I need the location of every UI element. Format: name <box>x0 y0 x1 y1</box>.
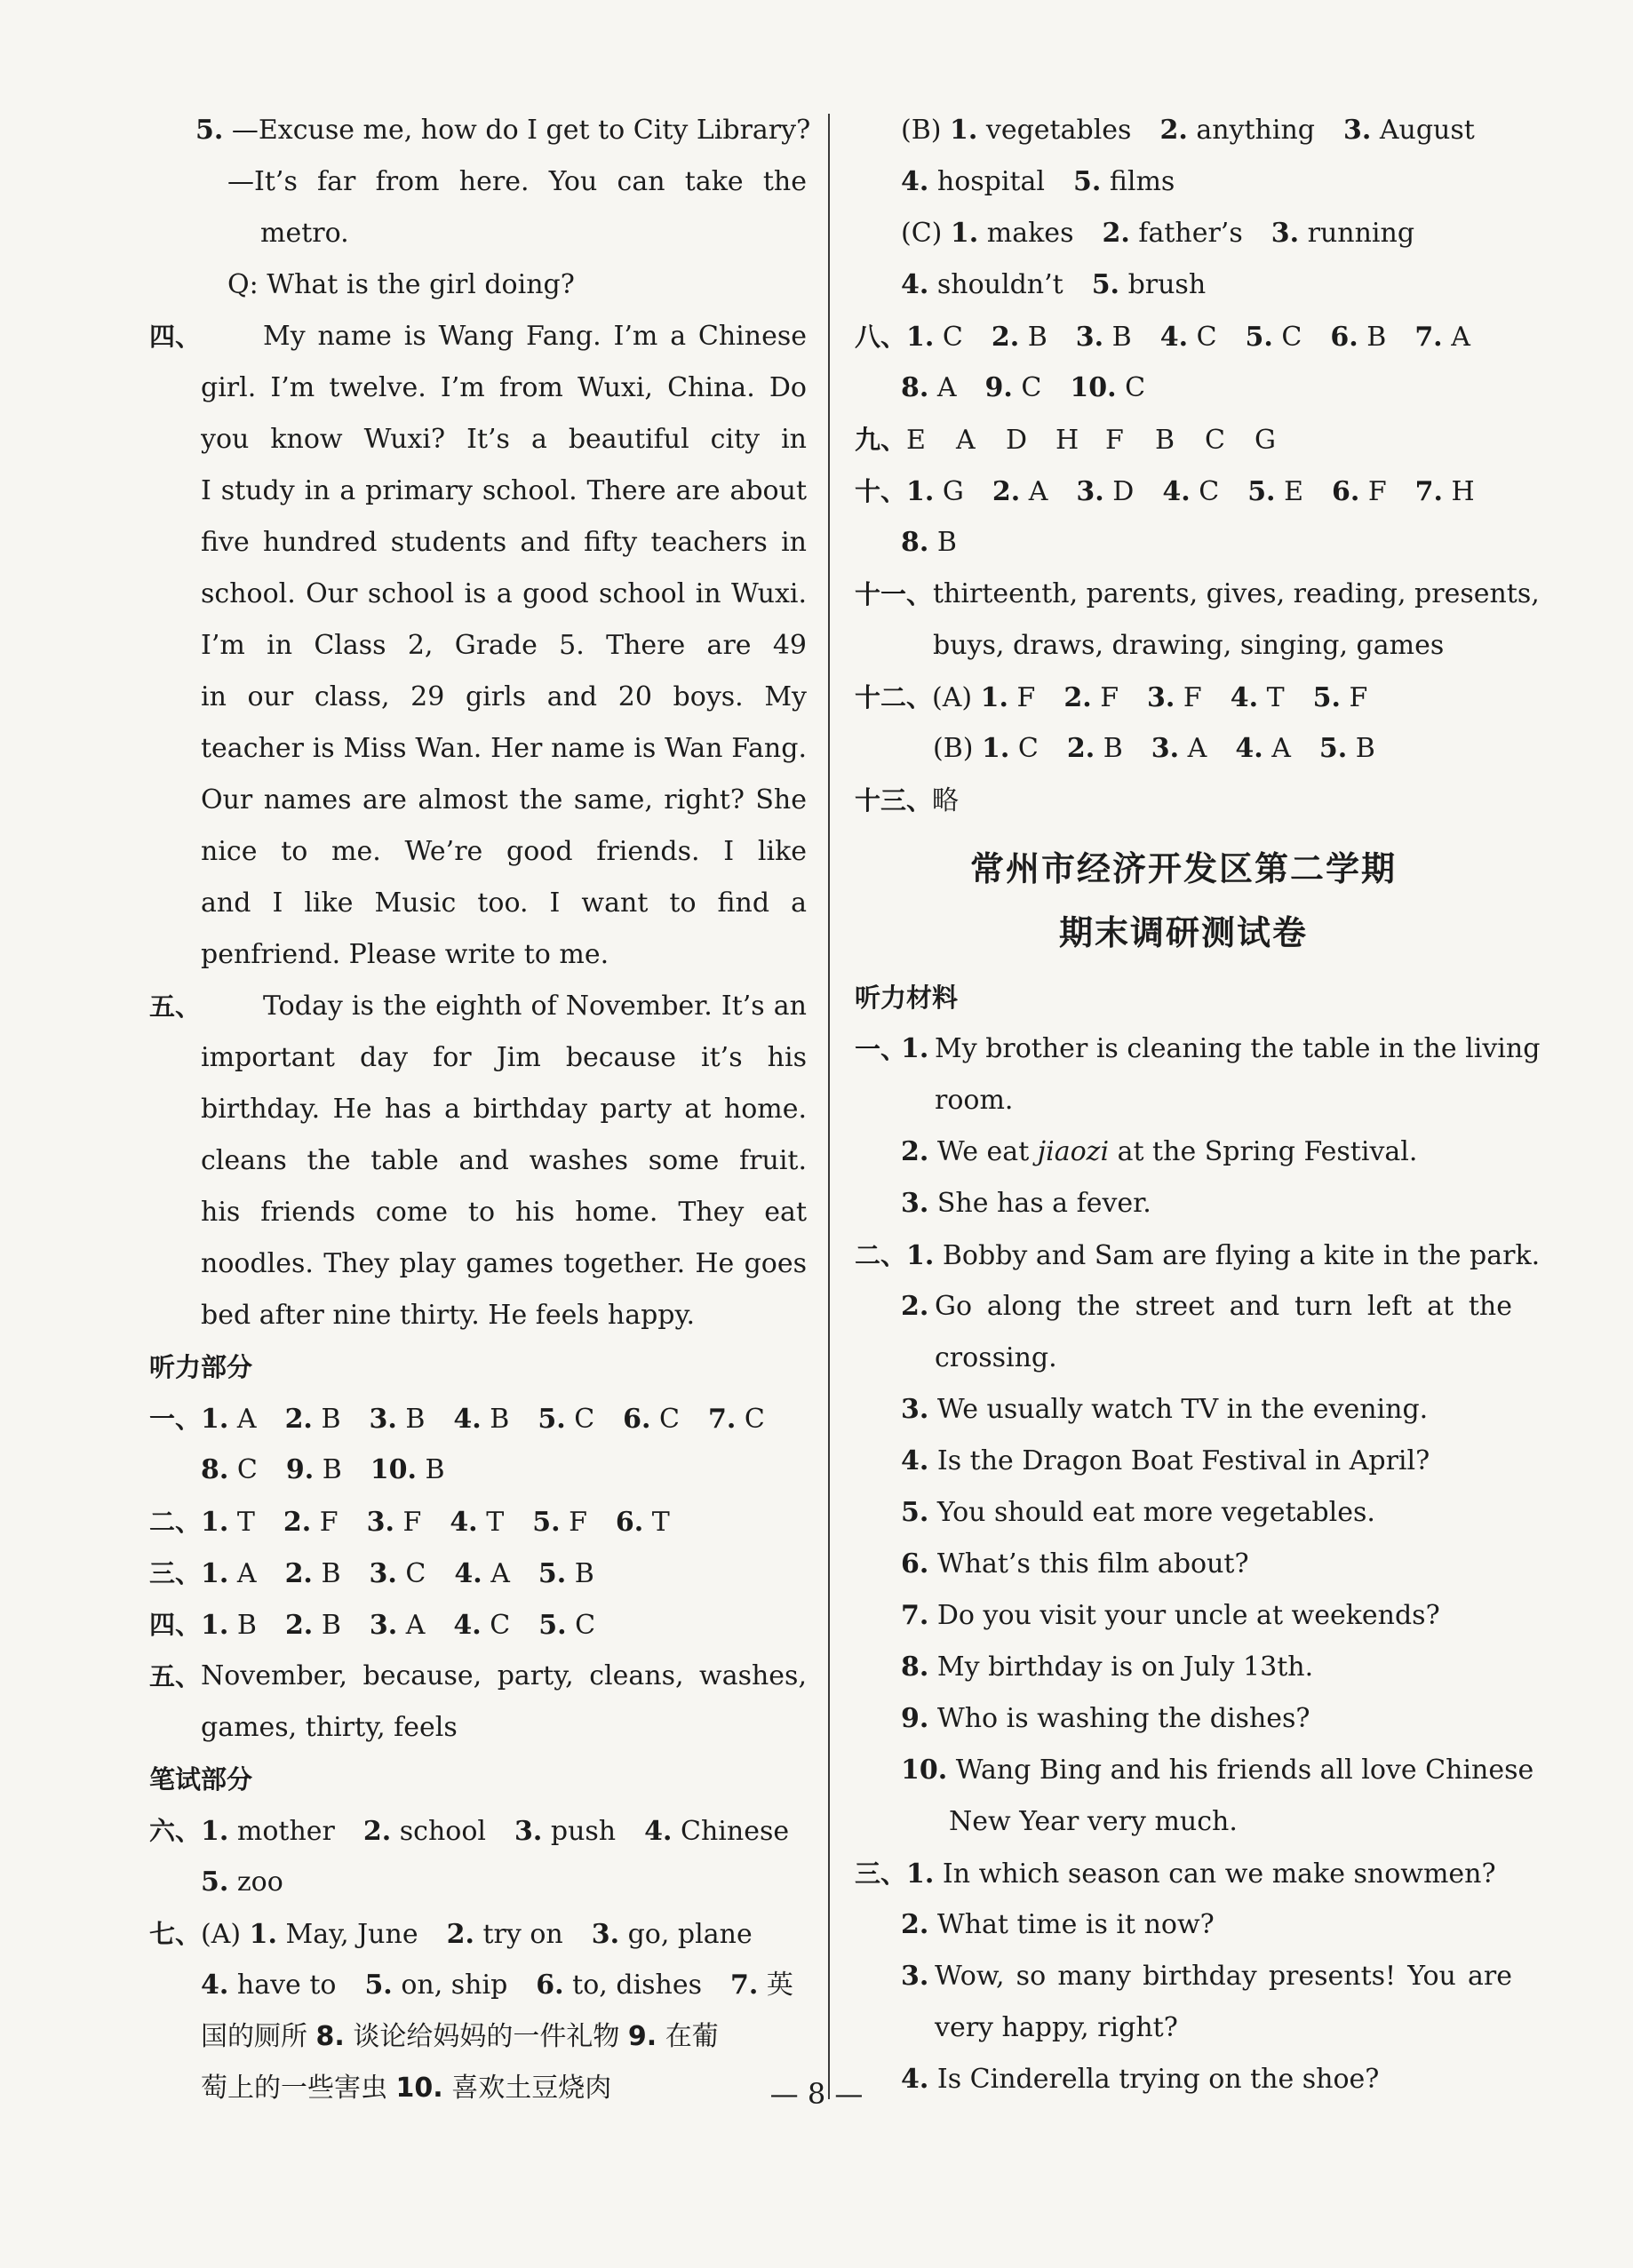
answer-row <box>855 259 1512 311</box>
answer-item: 4. C <box>1162 476 1220 507</box>
answer-row: 国的厕所 8. 谈论给妈妈的一件礼物 9. 在葡 <box>201 2021 719 2052</box>
answer-item: 7. A <box>1414 322 1470 353</box>
passage-5-line: bed after nine thirty. He feels happy. <box>201 1300 696 1331</box>
answer-item: 4. C <box>453 1610 511 1641</box>
answer-item: 6. F <box>1331 476 1387 507</box>
answer-item: 1. C <box>906 322 963 353</box>
material-item-cont: very happy, right? <box>935 2012 1178 2043</box>
answer-row: 二、1. T 2. F 3. F 4. T 5. F 6. T <box>149 1496 807 1548</box>
answer-item: 4. C <box>1159 322 1217 353</box>
answer-item: 5. brush <box>1091 269 1207 300</box>
material-heading: 听力材料 <box>855 983 959 1013</box>
passage-5-line: 五、 Today is the eighth of November. It’s an <box>149 991 807 1022</box>
answer-item: 2. school <box>362 1816 486 1847</box>
answer-item: 1. T <box>201 1507 255 1538</box>
answer-item: 2. B <box>1066 733 1123 764</box>
passage-4-line: I’m in Class 2, Grade 5. There are 49 <box>201 630 807 661</box>
answer-item: 5. C <box>538 1404 595 1435</box>
answer-row <box>855 156 1512 208</box>
passage-4-line: penfriend. Please write to me. <box>201 939 609 970</box>
material-item: 三、1. In which season can we make snowmen? <box>855 1858 1496 1890</box>
passage-4-line: teacher is Miss Wan. Her name is Wan Fang. <box>201 733 807 764</box>
passage-4-line: five hundred students and fifty teachers in <box>201 527 807 558</box>
answer-item: 7. 英 <box>730 1970 793 2001</box>
answer-item: 6. T <box>615 1507 670 1538</box>
answer-item: 1. A <box>201 1558 257 1589</box>
answer-letter: C <box>1205 425 1225 456</box>
answer-item: 3. C <box>369 1558 426 1589</box>
passage-4-line: girl. I’m twelve. I’m from Wuxi, China. Do <box>201 372 807 403</box>
material-item: 2. What time is it now? <box>901 1909 1215 1940</box>
passage-5-line: noodles. They play games together. He goes <box>201 1248 807 1279</box>
material-item: 二、1. Bobby and Sam are flying a kite in the park. <box>855 1240 1541 1271</box>
answer-item: 3. A <box>1151 733 1207 764</box>
answer-item: 1. mother <box>201 1816 335 1847</box>
answer-item: 3. push <box>514 1816 617 1847</box>
answer-row: (B) 1. vegetables 2. anything 3. August <box>855 105 1512 156</box>
answer-item: 3. F <box>1147 682 1202 713</box>
answer-row: (C) 1. makes 2. father’s 3. running <box>855 208 1512 259</box>
passage-4-line: I study in a primary school. There are about <box>201 475 807 506</box>
answer-item: 5. zoo <box>201 1866 283 1898</box>
answer-item: 5. films <box>1073 166 1175 197</box>
passage-5-line: important day for Jim because it’s his <box>201 1042 807 1073</box>
answer-item: 3. August <box>1342 115 1475 146</box>
answer-item: 3. F <box>366 1507 422 1538</box>
left-column <box>149 105 811 2114</box>
answer-item: 2. B <box>991 322 1048 353</box>
material-item: 6. What’s this film about? <box>901 1548 1249 1580</box>
answer-item: 2. anything <box>1159 115 1315 146</box>
answer-row <box>149 1444 807 1496</box>
answer-letter: F <box>1105 425 1124 456</box>
answer-item: 5. E <box>1247 476 1303 507</box>
material-item: 2. We eat jiaozi at the Spring Festival. <box>901 1136 1418 1167</box>
passage-4-line: in our class, 29 girls and 20 boys. My <box>201 681 807 712</box>
answer-item: 5. B <box>1318 733 1375 764</box>
answer-item: 5. C <box>1245 322 1302 353</box>
material-item: 一、 1. My brother is cleaning the table in the living <box>855 1033 1541 1064</box>
answer-item: 7. H <box>1414 476 1475 507</box>
answer-item: 5. F <box>532 1507 587 1538</box>
answer-row <box>855 362 1512 414</box>
answer-item: 5. on, ship <box>364 1970 508 2001</box>
answer-item: 6. to, dishes <box>536 1970 703 2001</box>
answer-item: 3. A <box>369 1610 426 1641</box>
answer-item: 2. F <box>283 1507 339 1538</box>
answer-row: (B) 1. C 2. B 3. A 4. A 5. B <box>855 723 1512 775</box>
answer-item: 10. C <box>1070 372 1146 403</box>
answer-item: 8. C <box>201 1454 258 1485</box>
material-item: 4. Is the Dragon Boat Festival in April? <box>901 1445 1430 1476</box>
answer-item: 3. B <box>1075 322 1132 353</box>
answer-row: 十一、 thirteenth, parents, gives, reading, presents, <box>855 578 1540 609</box>
material-item: 9. Who is washing the dishes? <box>901 1703 1310 1734</box>
answer-item: 3. B <box>369 1404 426 1435</box>
answer-item: 9. B <box>285 1454 342 1485</box>
answer-item: 1. May, June <box>249 1919 418 1950</box>
material-item-cont: room. <box>935 1085 1014 1116</box>
answer-item: 2. B <box>284 1558 341 1589</box>
answer-item: 3. go, plane <box>591 1919 753 1950</box>
answer-letter: D <box>1006 425 1028 456</box>
answer-row: buys, draws, drawing, singing, games <box>933 630 1445 661</box>
answer-item: 1. F <box>980 682 1036 713</box>
passage-4-line: Our names are almost the same, right? She <box>201 784 807 816</box>
answer-item: 1. B <box>201 1610 257 1641</box>
answer-row <box>855 517 1512 569</box>
answer-item: 4. T <box>1230 682 1285 713</box>
answer-letter: A <box>956 425 976 456</box>
answer-item: 4. have to <box>201 1970 337 2001</box>
answer-row: 九、E A D H F B C G <box>855 414 1512 466</box>
writing-heading: 笔试部分 <box>149 1764 253 1795</box>
answer-letter: E <box>906 425 926 456</box>
answer-row: 十、1. G 2. A 3. D 4. C 5. E 6. F 7. H <box>855 466 1512 517</box>
answer-item: 2. father’s <box>1102 218 1243 249</box>
answer-item: 5. F <box>1312 682 1368 713</box>
answer-item: 1. C <box>982 733 1039 764</box>
passage-4-line: school. Our school is a good school in Wuxi. <box>201 578 807 609</box>
answer-row: 七、(A) 1. May, June 2. try on 3. go, plane <box>149 1908 807 1960</box>
passage-5-line: birthday. He has a birthday party at home. <box>201 1094 807 1125</box>
material-item: 3. We usually watch TV in the evening. <box>901 1394 1429 1425</box>
answer-item: 4. T <box>450 1507 505 1538</box>
material-item: 3. Wow, so many birthday presents! You are <box>901 1961 1512 1992</box>
answer-item: 2. F <box>1063 682 1119 713</box>
answer-item: 7. C <box>708 1404 765 1435</box>
page-number: — 8 — <box>769 2077 864 2111</box>
answer-letter: B <box>1155 425 1175 456</box>
answer-row: 三、1. A 2. B 3. C 4. A 5. B <box>149 1548 807 1599</box>
answer-item: 4. Chinese <box>644 1816 790 1847</box>
q5-line-3: metro. <box>260 218 349 249</box>
material-item: 4. Is Cinderella trying on the shoe? <box>901 2064 1380 2095</box>
material-item: 2. Go along the street and turn left at the <box>901 1291 1512 1322</box>
answer-row <box>149 1857 807 1908</box>
answer-item: 9. C <box>984 372 1042 403</box>
passage-4-line: you know Wuxi? It’s a beautiful city in <box>201 424 807 455</box>
answer-item: 8. A <box>901 372 957 403</box>
passage-4-line: and I like Music too. I want to find a <box>201 887 807 919</box>
answer-item: 5. B <box>538 1558 594 1589</box>
answer-row: 十二、(A) 1. F 2. F 3. F 4. T 5. F <box>855 672 1512 723</box>
material-item: 7. Do you visit your uncle at weekends? <box>901 1600 1440 1631</box>
answer-item: 2. B <box>284 1404 341 1435</box>
material-item: 8. My birthday is on July 13th. <box>901 1651 1314 1683</box>
answer-item: 2. B <box>284 1610 341 1641</box>
answer-row: 五、 November, because, party, cleans, washes, <box>149 1660 807 1691</box>
answer-row: 萄上的一些害虫 10. 喜欢土豆烧肉 <box>201 2073 612 2104</box>
answer-item: 8. B <box>901 527 957 558</box>
passage-4-line: 四、 My name is Wang Fang. I’m a Chinese <box>149 321 807 352</box>
answer-item: 5. C <box>538 1610 596 1641</box>
answer-item: 3. running <box>1271 218 1415 249</box>
answer-item: 4. A <box>454 1558 510 1589</box>
answer-row <box>149 1960 807 2011</box>
answer-item: 4. shouldn’t <box>901 269 1063 300</box>
answer-row: 一、1. A 2. B 3. B 4. B 5. C 6. C 7. C <box>149 1393 807 1444</box>
exam-title: 常州市经济开发区第二学期 <box>969 849 1397 888</box>
answer-row: 十三、略 <box>855 785 960 816</box>
material-item: 10. Wang Bing and his friends all love Chinese <box>901 1755 1534 1786</box>
material-item: 5. You should eat more vegetables. <box>901 1497 1375 1528</box>
answer-letter: G <box>1255 425 1276 456</box>
material-item-cont: crossing. <box>935 1342 1057 1373</box>
exam-subtitle: 期末调研测试卷 <box>1058 913 1308 952</box>
material-item: 3. She has a fever. <box>901 1188 1151 1219</box>
answer-item: 1. A <box>201 1404 257 1435</box>
answer-item: 4. A <box>1235 733 1291 764</box>
passage-5-line: cleans the table and washes some fruit. <box>201 1145 807 1176</box>
answer-item: 6. B <box>1330 322 1387 353</box>
q5-line-2: —It’s far from here. You can take the <box>227 166 807 197</box>
answer-item: 1. G <box>906 476 964 507</box>
q5-line-1: 5. —Excuse me, how do I get to City Library? <box>195 115 811 146</box>
answer-item: 2. A <box>992 476 1048 507</box>
answer-item: 10. B <box>370 1454 445 1485</box>
answer-row: 八、1. C 2. B 3. B 4. C 5. C 6. B 7. A <box>855 311 1512 362</box>
answer-item: 2. try on <box>446 1919 563 1950</box>
answer-item: 4. hospital <box>901 166 1045 197</box>
answer-item: 4. B <box>453 1404 510 1435</box>
passage-5-line: his friends come to his home. They eat <box>201 1197 807 1228</box>
material-item-cont: New Year very much. <box>949 1806 1238 1837</box>
answer-row: 四、1. B 2. B 3. A 4. C 5. C <box>149 1599 807 1651</box>
answer-item: 6. C <box>623 1404 681 1435</box>
listening-heading: 听力部分 <box>149 1352 253 1382</box>
q5-line-4: Q: What is the girl doing? <box>227 269 575 300</box>
right-column <box>855 105 1541 2105</box>
answer-row: 六、1. mother 2. school 3. push 4. Chinese <box>149 1805 807 1857</box>
answer-row: games, thirty, feels <box>201 1712 458 1743</box>
column-divider <box>828 114 830 2099</box>
answer-item: 3. D <box>1076 476 1135 507</box>
answer-item: 1. vegetables <box>950 115 1132 146</box>
passage-4-line: nice to me. We’re good friends. I like <box>201 836 807 867</box>
answer-item: 1. makes <box>950 218 1074 249</box>
answer-letter: H <box>1055 425 1079 456</box>
